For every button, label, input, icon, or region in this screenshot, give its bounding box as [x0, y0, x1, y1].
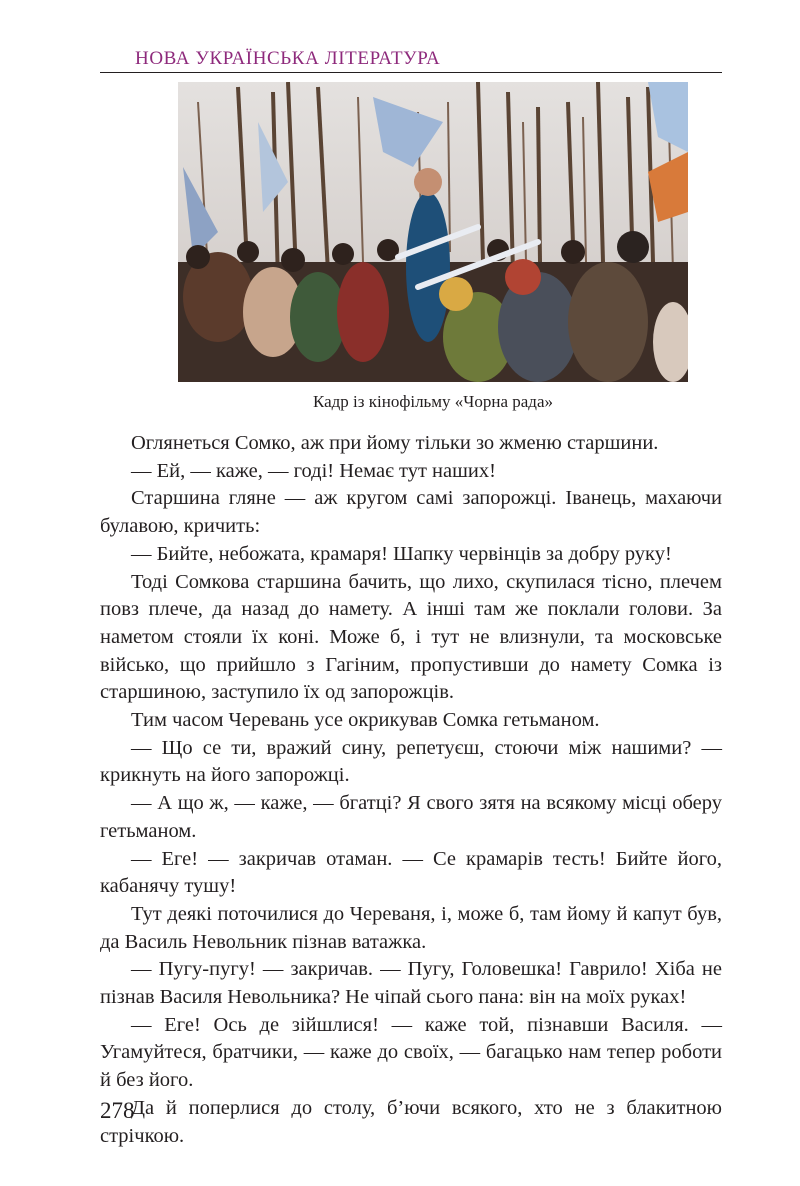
- paragraph: Тим часом Черевань усе окрикував Сомка гетьманом.: [131, 709, 600, 732]
- film-still-illustration: [178, 82, 688, 382]
- film-still-image: [178, 82, 688, 382]
- paragraph: — А що ж, — каже, — бгатці? Я свого зятя на всякому місці оберу гетьманом.: [100, 792, 722, 842]
- paragraph: — Що се ти, вражий сину, репетуєш, стоючи між нашими? — крикнуть на його запорожці.: [100, 736, 722, 787]
- paragraph: Тоді Сомкова старшина бачить, що лихо, скупилася тісно, плечем повз плече, да назад до намету. А інші там же поклали голови. За наметом стояли їх коні. Може б, і тут не влизнули, та московське військо, що прийшло з Гагіним, пропустивши до намету Сомка із старшиною, заступило їх од запорожців.: [100, 570, 722, 704]
- running-title: НОВА УКРАЇНСЬКА ЛІТЕРАТУРА: [135, 48, 441, 69]
- page-number: 278: [100, 1098, 135, 1123]
- paragraph: — Пугу-пугу! — закричав. — Пугу, Головешка! Гаврило! Хіба не пізнав Василя Невольника? Не чіпай сього пана: він на моїх руках!: [100, 958, 722, 1009]
- paragraph: Тут деякі поточилися до Череваня, і, може б, там йому й капут був, да Василь Невольник пізнав ватажка.: [100, 902, 722, 953]
- paragraph: — Бийте, небожата, крамаря! Шапку червінців за добру руку!: [131, 542, 672, 565]
- figure-caption: Кадр із кінофільму «Чорна рада»: [313, 392, 553, 411]
- paragraph: Да й поперлися до столу, б’ючи всякого, хто не з блакитною стрічкою.: [100, 1096, 722, 1147]
- paragraph: — Ей, — каже, — годі! Немає тут наших!: [131, 459, 496, 482]
- header-rule: [100, 72, 722, 73]
- story-text: [100, 430, 722, 1150]
- paragraph: Оглянеться Сомко, аж при йому тільки зо жменю старшини.: [131, 432, 659, 454]
- paragraph: — Еге! — закричав отаман. — Се крамарів тесть! Бийте його, кабанячу тушу!: [100, 847, 722, 898]
- paragraph: — Еге! Ось де зійшлися! — каже той, пізнавши Василя. — Угамуйтеся, братчики, — каже до своїх, — багацько нам тепер роботи й без його.: [100, 1013, 722, 1092]
- paragraph: Старшина гляне — аж кругом самі запорожці. Іванець, махаючи булавою, кричить:: [100, 487, 722, 538]
